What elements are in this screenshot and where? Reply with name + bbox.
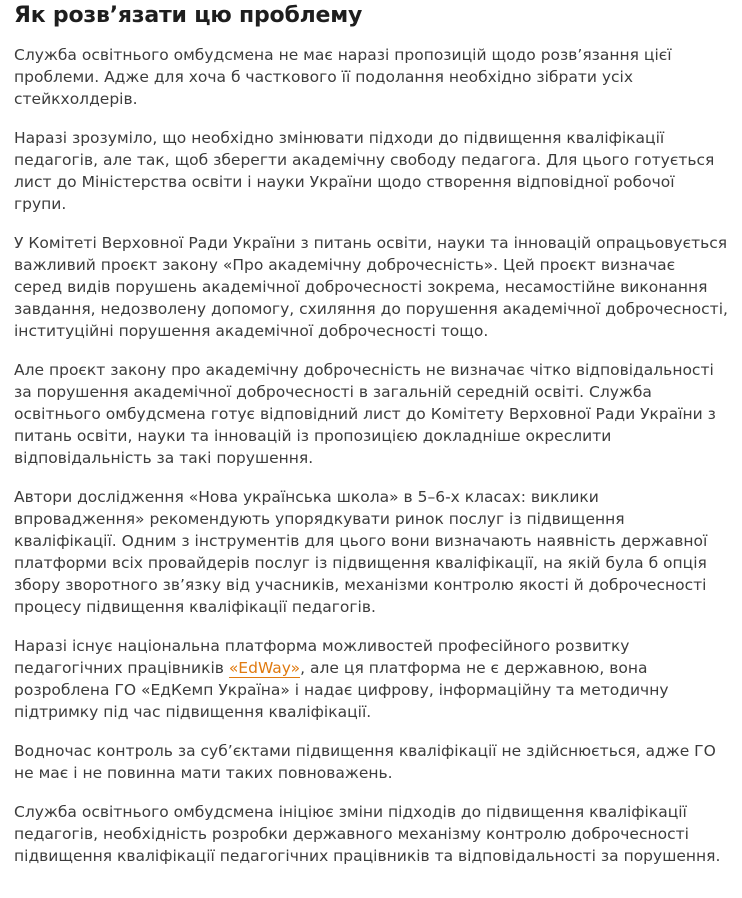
- paragraph-5: Автори дослідження «Нова українська школа» в 5–6-х класах: виклики впровадження» рекомендують упорядкувати ринок послуг із підвищення кваліфікації. Одним з інструментів для цього вони визначають наявність державної платформи всіх провайдерів послуг із підвищення кваліфікації, на якій була б опція збору зворотного зв’язку від учасників, механізми контролю якості й доброчесності процесу підвищення кваліфікації педагогів.: [14, 488, 708, 616]
- paragraph-8: Служба освітнього омбудсмена ініціює зміни підходів до підвищення кваліфікації педагогів, необхідність розробки державного механізму контролю доброчесності підвищення кваліфікації педагогічних працівників та відповідальності за порушення.: [14, 803, 721, 865]
- paragraph-6: [14, 635, 728, 723]
- paragraph-1: Служба освітнього омбудсмена не має наразі пропозицій щодо розв’язання цієї проблеми. Адже для хоча б часткового її подолання необхідно зібрати усіх стейкхолдерів.: [14, 46, 672, 108]
- paragraph-6-text-before: Наразі існує національна платформа можливостей професійного розвитку педагогічних працівників: [14, 637, 630, 677]
- paragraph-7: Водночас контроль за суб’єктами підвищення кваліфікації не здійснюється, адже ГО не має і не повинна мати таких повноважень.: [14, 742, 716, 782]
- section-heading: Як розв’язати цю проблему: [14, 3, 363, 28]
- paragraph-2: Наразі зрозуміло, що необхідно змінювати підходи до підвищення кваліфікації педагогів, але так, щоб зберегти академічну свободу педагога. Для цього готується лист до Міністерства освіти і науки України щодо створення відповідної робочої групи.: [14, 129, 715, 213]
- paragraph-4: Але проєкт закону про академічну доброчесність не визначає чітко відповідальності за порушення академічної доброчесності в загальній середній освіті. Служба освітнього омбудсмена готує відповідний лист до Комітету Верховної Ради України з питань освіти, науки та інновацій із пропозицією докладніше окреслити відповідальність за такі порушення.: [14, 361, 716, 467]
- paragraph-6-text-after: , але ця платформа не є державною, вона розроблена ГО «ЕдКемп Україна» і надає цифрову, інформаційну та методичну підтримку під час підвищення кваліфікації.: [14, 659, 669, 721]
- edway-link[interactable]: «EdWay»: [228, 659, 301, 677]
- paragraph-3: У Комітеті Верховної Ради України з питань освіти, науки та інновацій опрацьовується важливий проєкт закону «Про академічну доброчесність». Цей проєкт визначає серед видів порушень академічної доброчесності зокрема, несамостійне виконання завдання, недозволену допомогу, схиляння до порушення академічної доброчесності, інституційні порушення академічної доброчесності тощо.: [14, 234, 728, 340]
